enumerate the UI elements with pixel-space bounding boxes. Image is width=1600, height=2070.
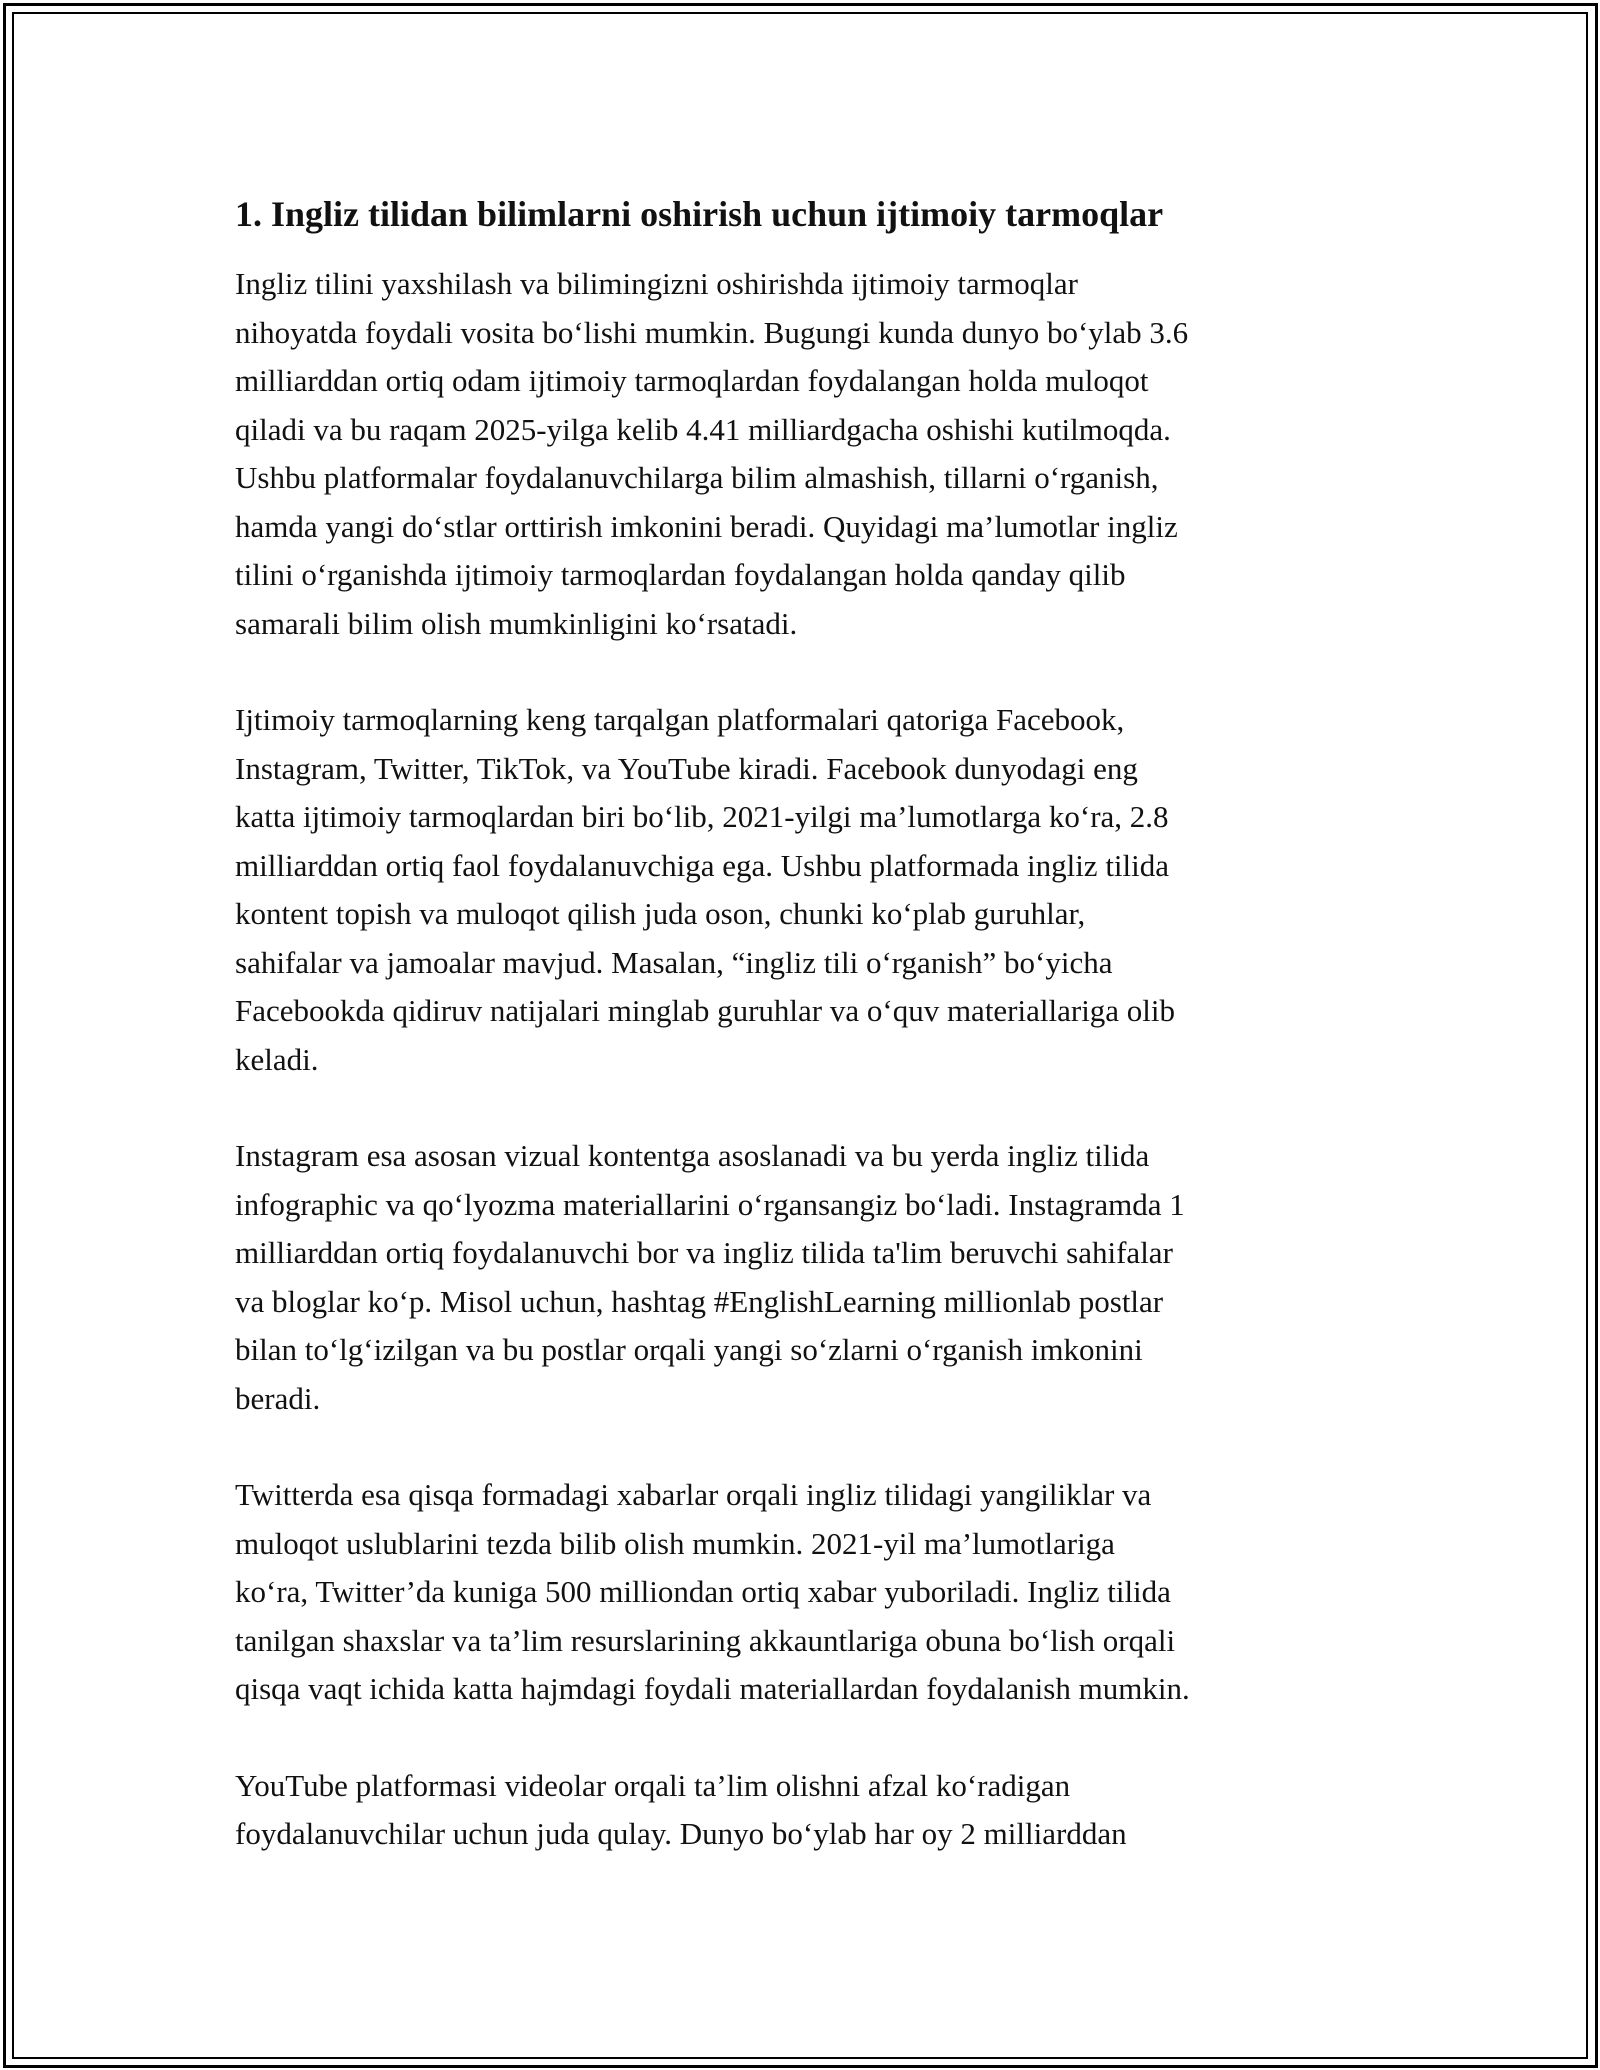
text-line: Ushbu platformalar foydalanuvchilarga bilim almashish, tillarni o‘rganish,: [235, 460, 1159, 495]
text-line: qisqa vaqt ichida katta hajmdagi foydali materiallardan foydalanish mumkin.: [235, 1671, 1190, 1706]
text-line: Facebookda qidiruv natijalari minglab guruhlar va o‘quv materiallariga olib: [235, 993, 1176, 1028]
text-line: Ingliz tilini yaxshilash va bilimingizni oshirishda ijtimoiy tarmoqlar: [235, 266, 1078, 301]
text-line: katta ijtimoiy tarmoqlardan biri bo‘lib, 2021-yilgi ma’lumotlarga ko‘ra, 2.8: [235, 799, 1169, 834]
document-title: 1. Ingliz tilidan bilimlarni oshirish uchun ijtimoiy tarmoqlar: [235, 194, 1164, 234]
text-line: milliarddan ortiq foydalanuvchi bor va ingliz tilida ta'lim beruvchi sahifalar: [235, 1235, 1173, 1270]
text-line: va bloglar ko‘p. Misol uchun, hashtag #EnglishLearning millionlab postlar: [235, 1283, 1164, 1319]
text-line: tilini o‘rganishda ijtimoiy tarmoqlardan foydalangan holda qanday qilib: [235, 557, 1126, 592]
text-line: tanilgan shaxslar va ta’lim resurslarining akkauntlariga obuna bo‘lish orqali: [235, 1622, 1176, 1658]
text-line: qiladi va bu raqam 2025-yilga kelib 4.41 milliardgacha oshishi kutilmoqda.: [235, 411, 1171, 447]
text-line: milliarddan ortiq odam ijtimoiy tarmoqlardan foydalangan holda muloqot: [235, 363, 1149, 398]
text-line: sahifalar va jamoalar mavjud. Masalan, “ingliz tili o‘rganish” bo‘yicha: [235, 944, 1113, 980]
text-line: Twitterda esa qisqa formadagi xabarlar orqali ingliz tilidagi yangiliklar va: [235, 1477, 1152, 1512]
text-line: hamda yangi do‘stlar orttirish imkonini beradi. Quyidagi ma’lumotlar ingliz: [235, 508, 1178, 544]
text-line: infographic va qo‘lyozma materiallarini o‘rgansangiz bo‘ladi. Instagramda 1: [235, 1186, 1185, 1222]
text-line: Instagram, Twitter, TikTok, va YouTube kiradi. Facebook dunyodagi eng: [235, 750, 1138, 786]
text-line: keladi.: [235, 1041, 319, 1077]
paragraph-intro: [235, 260, 1375, 648]
document-body: [235, 190, 1375, 1907]
text-line: ko‘ra, Twitter’da kuniga 500 milliondan ortiq xabar yuboriladi. Ingliz tilida: [235, 1574, 1171, 1609]
text-line: foydalanuvchilar uchun juda qulay. Dunyo bo‘ylab har oy 2 milliarddan: [235, 1816, 1127, 1851]
paragraph-youtube: [235, 1762, 1375, 1859]
text-line: nihoyatda foydali vosita bo‘lishi mumkin. Bugungi kunda dunyo bo‘ylab 3.6: [235, 314, 1189, 350]
text-line: milliarddan ortiq faol foydalanuvchiga ega. Ushbu platformada ingliz tilida: [235, 847, 1170, 883]
text-line: samarali bilim olish mumkinligini ko‘rsatadi.: [235, 605, 798, 641]
text-line: Instagram esa asosan vizual kontentga asoslanadi va bu yerda ingliz tilida: [235, 1138, 1150, 1173]
text-line: kontent topish va muloqot qilish juda oson, chunki ko‘plab guruhlar,: [235, 896, 1086, 931]
text-line: YouTube platformasi videolar orqali ta’lim olishni afzal ko‘radigan: [235, 1767, 1071, 1803]
text-line: bilan to‘lg‘izilgan va bu postlar orqali yangi so‘zlarni o‘rganish imkonini: [235, 1332, 1143, 1367]
paragraph-instagram: [235, 1132, 1375, 1423]
paragraph-twitter: [235, 1471, 1375, 1714]
text-line: beradi.: [235, 1380, 321, 1416]
text-line: Ijtimoiy tarmoqlarning keng tarqalgan platformalari qatoriga Facebook,: [235, 702, 1125, 737]
text-line: muloqot uslublarini tezda bilib olish mumkin. 2021-yil ma’lumotlariga: [235, 1525, 1115, 1561]
paragraph-facebook: [235, 696, 1375, 1084]
